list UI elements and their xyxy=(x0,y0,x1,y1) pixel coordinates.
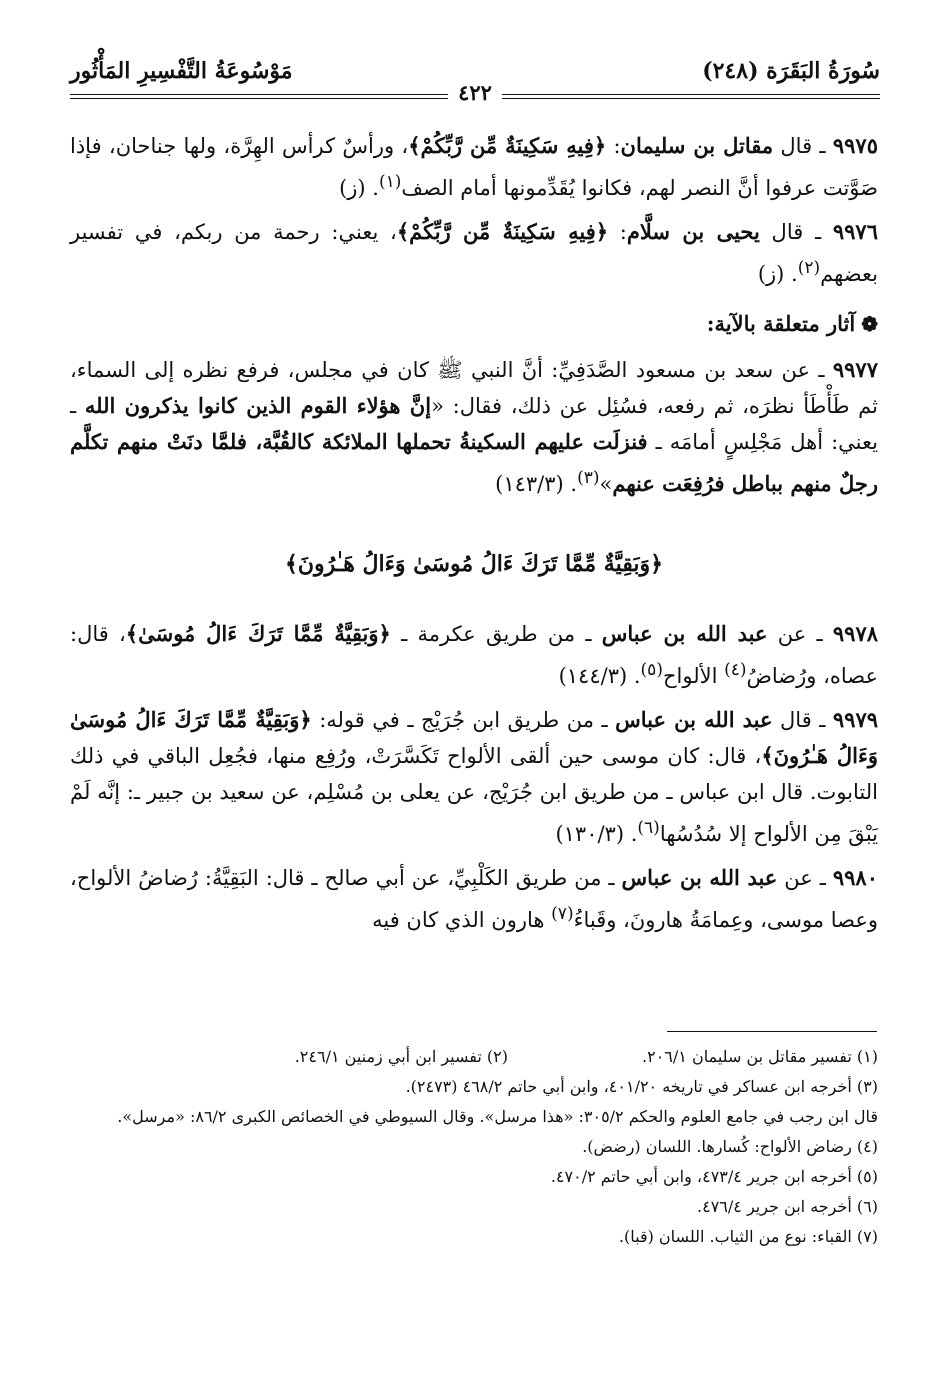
footnote-separator xyxy=(667,1031,877,1032)
narration-text: هارون الذي كان فيه xyxy=(372,908,552,932)
narrator-name: عبد الله بن عباس xyxy=(601,621,768,646)
narration-text: ، ورأسٌ كرأس الهِرَّة، ولها جناحان، فإذا صَوَّتت عرفوا أنَّ النصر لهم، فكانوا يُقَدِّمونها أمام الصف xyxy=(70,134,878,200)
narration-text: ، يعني: رحمة من ربكم، في تفسير بعضهم xyxy=(70,220,878,286)
footnote-ref[interactable]: (٤) xyxy=(724,660,747,680)
narration-text: الألواح xyxy=(662,664,725,688)
narrator-name: مقاتل بن سليمان xyxy=(620,133,774,158)
flower-ornament-icon: ❁ xyxy=(861,312,878,336)
footnote-ref[interactable]: (١) xyxy=(378,172,402,192)
narration-text: ـ من طريق الكَلْبِيِّ، عن أبي صالح ـ قال: البَقِيَّةُ: رُضاضُ الألواح، وعصا موسى، وعِمامَةُ هارونَ، وقَباءُ xyxy=(70,866,878,932)
narration-lead: ـ قال xyxy=(759,220,833,244)
page-number: ٤٢٢ xyxy=(448,80,502,105)
narration-text: ، قال: كان موسى حين ألقى الألواح تَكَسَّرَتْ، ورُفِع منها، فجُعِل الباقي في ذلك التابوت. قال ابن عباس ـ من طريق ابن جُرَيْج، عن يعلى بن مُسْلِم، عن سعيد بن جبير ـ: إنَّه لَمْ يَبْقَ مِن الألواح إلا سُدُسُها xyxy=(70,744,878,846)
narration-9978 xyxy=(70,616,878,694)
footnote-6: (٦) أخرجه ابن جرير ٤٧٦/٤. xyxy=(697,1197,878,1216)
narrator-name: عبد الله بن عباس xyxy=(615,707,773,732)
narration-9980 xyxy=(70,860,878,938)
narration-text: ـ من طريق عكرمة ـ xyxy=(390,622,602,646)
narration-text: ـ من طريق ابن جُرَيْج ـ في قوله: xyxy=(311,708,616,732)
narration-tail: . (١٤٣/٣) xyxy=(495,472,578,496)
narration-lead: ـ عن xyxy=(777,866,833,890)
narration-number: ٩٩٧٧ xyxy=(832,357,878,382)
narration-lead: ـ قال xyxy=(772,708,833,732)
narration-number: ٩٩٧٩ xyxy=(832,707,879,732)
narration-lead: ـ عن xyxy=(767,622,833,646)
narration-text: ـ عن سعد بن مسعود الصَّدَفِيِّ: أنَّ النبي ﷺ كان في مجلس، فرفع نظره إلى السماء، ثم طَأْطَأ نظرَه، ثم رفعه، فسُئِل عن ذلك، فقال: « xyxy=(70,358,879,418)
narration-number: ٩٩٧٨ xyxy=(832,621,879,646)
narration-number: ٩٩٧٥ xyxy=(832,133,878,158)
footnote-2: (٢) تفسير ابن أبي زمنين ٢٤٦/١. xyxy=(294,1047,508,1066)
quran-quote: ﴿وَبَقِيَّةٌ مِّمَّا تَرَكَ ءَالُ مُوسَىٰ﴾ xyxy=(125,621,391,646)
quran-quote: ﴿فِيهِ سَكِينَةٌ مِّن رَّبِّكُمْ﴾ xyxy=(396,219,609,244)
hadith-quote: إنَّ هؤلاء القوم الذين كانوا يذكرون الله xyxy=(84,393,432,418)
narration-text: ، قال: عصاه، ورُضاضُ xyxy=(70,622,878,688)
narration-9975 xyxy=(70,128,878,206)
narration-9977 xyxy=(70,352,878,502)
footnote-7: (٧) القباء: نوع من الثياب. اللسان (قبا). xyxy=(618,1227,878,1246)
section-heading xyxy=(70,306,878,342)
narrator-name: يحيى بن سلَّام xyxy=(626,219,760,244)
narration-lead: ـ قال xyxy=(773,134,833,158)
footnotes xyxy=(70,1042,878,1252)
book-title: مَوْسُوعَةُ التَّفْسِيرِ المَأْثُور xyxy=(70,58,293,84)
footnote-ref[interactable]: (٢) xyxy=(797,258,821,278)
footnote-4: (٤) رضاض الألواح: كُسارها. اللسان (رضض). xyxy=(582,1137,878,1156)
narration-number: ٩٩٨٠ xyxy=(832,865,878,890)
quran-quote: ﴿فِيهِ سَكِينَةٌ مِّن رَّبِّكُمْ﴾ xyxy=(408,133,607,158)
footnote-3: (٣) أخرجه ابن عساكر في تاريخه ٤٠١/٢٠، وابن أبي حاتم ٤٦٨/٢ (٢٤٧٣). xyxy=(405,1077,878,1096)
verse-heading: ﴿وَبَقِيَّةٌ مِّمَّا تَرَكَ ءَالُ مُوسَىٰ وَءَالُ هَـٰرُونَ﴾ xyxy=(284,551,664,577)
narration-colon: : xyxy=(608,220,627,244)
footnote-ref[interactable]: (٧) xyxy=(551,904,574,924)
narration-text: ـ يعني: أهل مَجْلِسٍ أمامَه ـ xyxy=(70,394,878,454)
narration-tail: . (١٣٠/٣) xyxy=(555,822,638,846)
footnote-row xyxy=(70,1042,878,1072)
footnote-1: (١) تفسير مقاتل بن سليمان ٢٠٦/١. xyxy=(642,1047,878,1066)
narration-9976 xyxy=(70,214,878,292)
hadith-quote: فنزلَت عليهم السكينةُ تحملها الملائكة كالقُبَّة، فلمَّا دنَتْ منهم تكلَّم رجلٌ منهم بباطل فرُفِعَت عنهم xyxy=(70,429,878,496)
footnote-ref[interactable]: (٦) xyxy=(637,818,660,838)
narration-tail: . (١٤٤/٣) xyxy=(558,664,641,688)
quran-quote: ﴿وَبَقِيَّةٌ مِّمَّا تَرَكَ ءَالُ مُوسَىٰ وَءَالُ هَـٰرُونَ﴾ xyxy=(70,707,878,768)
footnote-3-note: قال ابن رجب في جامع العلوم والحكم ٣٠٥/٢: «هذا مرسل». وقال السيوطي في الخصائص الكبرى ٨٦/٢: «مرسل». xyxy=(117,1107,878,1126)
footnote-5: (٥) أخرجه ابن جرير ٤٧٣/٤، وابن أبي حاتم ٤٧٠/٢. xyxy=(550,1167,878,1186)
footnote-ref[interactable]: (٣) xyxy=(577,468,600,488)
page-header xyxy=(70,50,880,110)
narration-9979 xyxy=(70,702,878,852)
surah-header: سُورَةُ البَقَرَة (٢٤٨) xyxy=(702,58,880,84)
narration-colon: : xyxy=(606,134,621,158)
section-title: آثار متعلقة بالآية: xyxy=(706,311,856,336)
narration-number: ٩٩٧٦ xyxy=(832,219,878,244)
main-text xyxy=(70,128,878,946)
narration-tail: . (ز) xyxy=(339,176,379,200)
footnote-ref[interactable]: (٥) xyxy=(640,660,663,680)
narration-tail: . (ز) xyxy=(757,262,798,286)
narrator-name: عبد الله بن عباس xyxy=(621,865,778,890)
narration-text: » xyxy=(599,472,613,496)
